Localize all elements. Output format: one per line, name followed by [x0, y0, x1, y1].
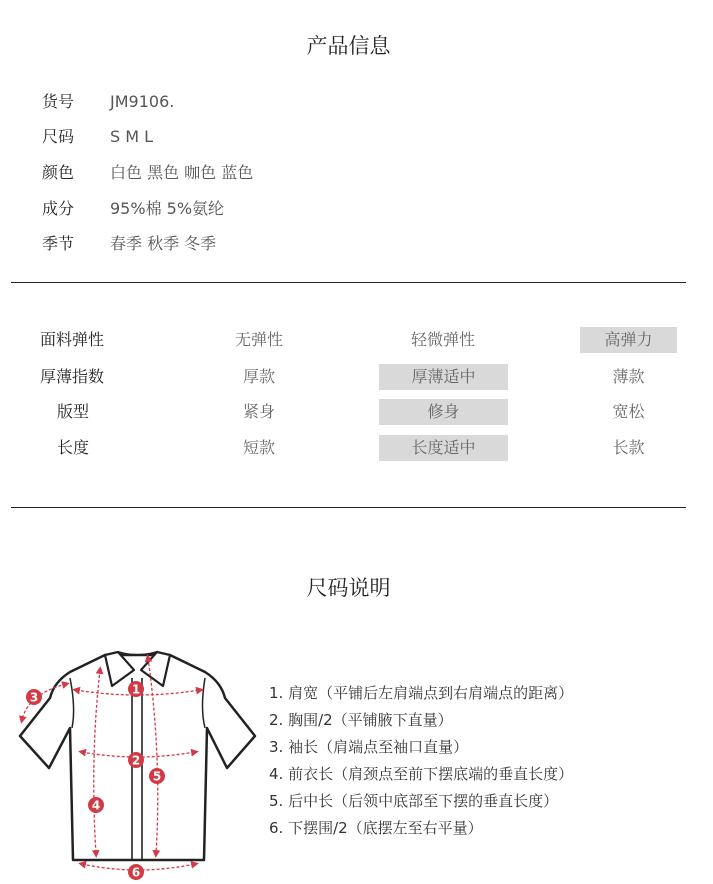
- attr-option-selected: 修身: [379, 399, 508, 425]
- size-legend-item: 6. 下摆围/2（底摆左至右平量）: [269, 819, 483, 837]
- info-label: 季节: [42, 234, 75, 253]
- attr-option: 短款: [242, 438, 275, 457]
- attr-option-selected: 长度适中: [379, 435, 508, 461]
- attr-label-elasticity: 面料弹性: [40, 330, 105, 349]
- marker-3: [26, 689, 42, 705]
- attr-option-selected: 厚薄适中: [379, 364, 508, 390]
- size-legend-item: 3. 袖长（肩端点至袖口直量）: [269, 738, 469, 756]
- info-value: 95%棉 5%氨纶: [110, 199, 225, 218]
- attr-option: 紧身: [242, 402, 275, 421]
- info-label: 成分: [42, 199, 75, 218]
- attr-option: 薄款: [612, 367, 645, 386]
- svg-text:5: 5: [152, 769, 162, 784]
- attr-option: 厚款: [242, 367, 275, 386]
- section-divider: [11, 507, 686, 508]
- info-value: 白色 黑色 咖色 蓝色: [110, 163, 254, 182]
- marker-1: [128, 681, 144, 697]
- marker-2: [128, 752, 144, 768]
- size-legend-item: 4. 前衣长（肩颈点至前下摆底端的垂直长度）: [269, 765, 574, 783]
- attr-option: 轻微弹性: [410, 330, 475, 349]
- info-value: 春季 秋季 冬季: [110, 234, 217, 253]
- svg-text:6: 6: [131, 865, 141, 880]
- attr-option: 无弹性: [234, 330, 283, 349]
- attr-label-length: 长度: [57, 438, 90, 457]
- info-label: 货号: [42, 92, 75, 111]
- info-label: 颜色: [42, 163, 75, 182]
- marker-4: [88, 797, 104, 813]
- svg-text:3: 3: [29, 690, 39, 705]
- attr-label-fit: 版型: [57, 402, 90, 421]
- marker-5: [149, 768, 165, 784]
- attr-option-selected: 高弹力: [580, 327, 677, 353]
- attr-option: 长款: [612, 438, 645, 457]
- attr-label-thickness: 厚薄指数: [40, 367, 105, 386]
- attr-option: 宽松: [612, 402, 645, 421]
- svg-text:1: 1: [131, 682, 141, 697]
- size-legend-item: 2. 胸围/2（平铺腋下直量）: [269, 711, 453, 729]
- info-value: S M L: [110, 127, 154, 146]
- product-info-title: 产品信息: [306, 34, 391, 58]
- svg-text:4: 4: [91, 798, 101, 813]
- svg-text:2: 2: [131, 753, 141, 768]
- section-divider: [11, 282, 686, 283]
- size-legend-item: 5. 后中长（后领中底部至下摆的垂直长度）: [269, 792, 559, 810]
- shirt-measurement-diagram: [10, 648, 260, 884]
- size-guide-title: 尺码说明: [306, 576, 391, 600]
- size-legend-item: 1. 肩宽（平铺后左肩端点到右肩端点的距离）: [269, 684, 574, 702]
- marker-6: [128, 864, 144, 880]
- info-value: JM9106.: [110, 92, 175, 111]
- info-label: 尺码: [42, 127, 75, 146]
